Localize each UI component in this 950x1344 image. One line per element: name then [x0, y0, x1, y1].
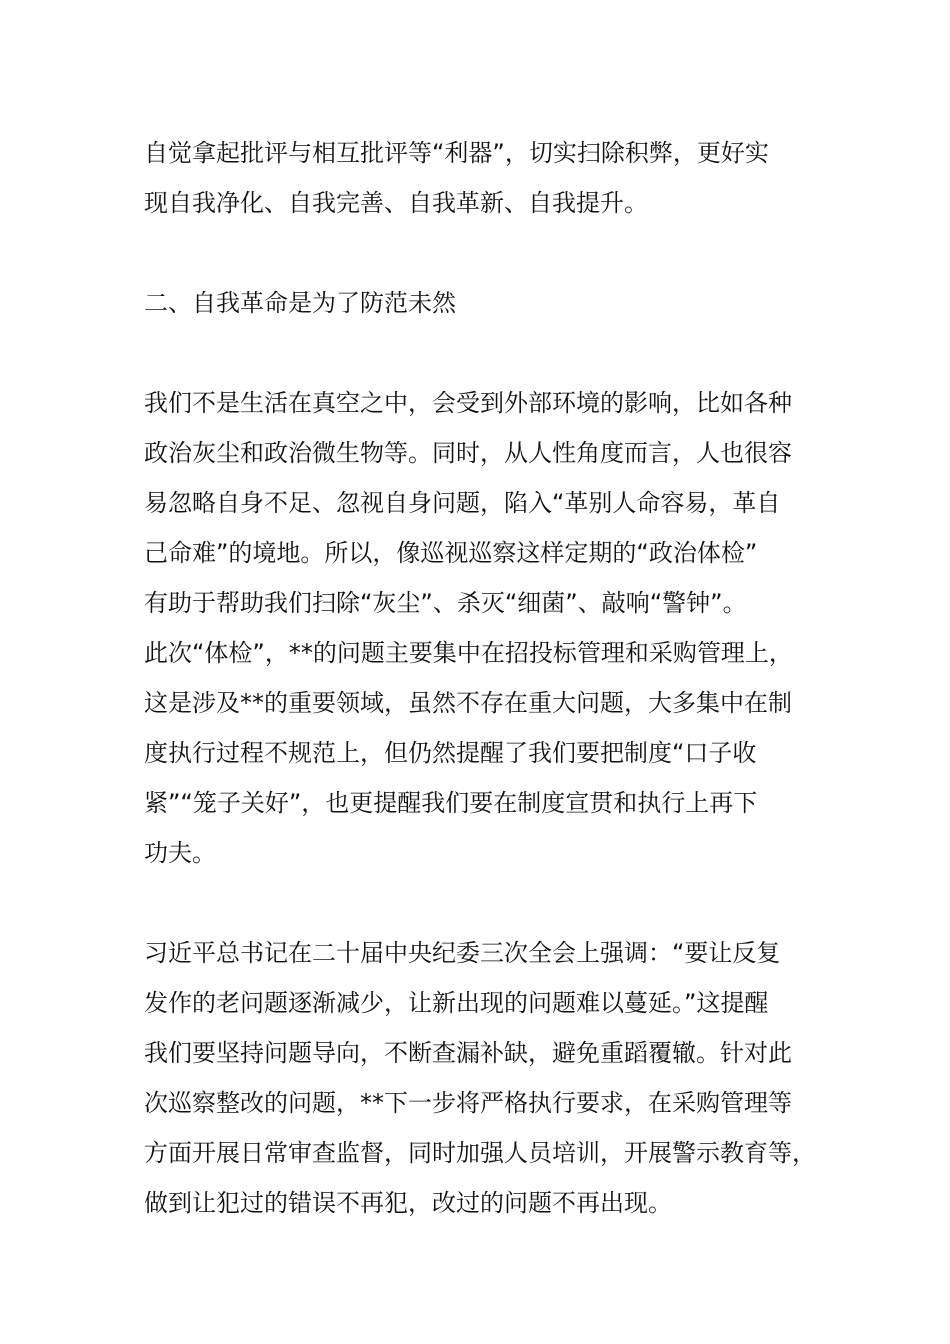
text-line: 方面开展日常审查监督，同时加强人员培训，开展警示教育等，: [144, 1139, 816, 1167]
text-line: 习近平总书记在二十届中央纪委三次全会上强调：“要让反复: [144, 939, 781, 967]
text-line: 这是涉及**的重要领域，虽然不存在重大问题，大多集中在制: [144, 689, 792, 717]
text-line: 我们不是生活在真空之中，会受到外部环境的影响，比如各种: [144, 389, 792, 417]
document-page: [144, 128, 824, 1228]
text-line: 自觉拿起批评与相互批评等“利器”，切实扫除积弊，更好实: [144, 139, 769, 167]
text-line: 度执行过程不规范上，但仍然提醒了我们要把制度“口子收: [144, 739, 757, 767]
section-heading: 二、自我革命是为了防范未然: [144, 289, 456, 317]
paragraph-gap: [144, 228, 824, 278]
text-line: 此次“体检”，**的问题主要集中在招投标管理和采购管理上，: [144, 639, 793, 667]
text-line: 政治灰尘和政治微生物等。同时，从人性角度而言，人也很容: [144, 439, 792, 467]
text-line: 易忽略自身不足、忽视自身问题，陷入“革别人命容易，革自: [144, 489, 781, 517]
text-line: 现自我净化、自我完善、自我革新、自我提升。: [144, 189, 648, 217]
paragraph-gap: [144, 878, 824, 928]
paragraph-gap: [144, 328, 824, 378]
paragraph-2: [144, 378, 824, 878]
paragraph-3: [144, 928, 824, 1228]
text-line: 紧”“笼子关好”，也更提醒我们要在制度宣贯和执行上再下: [144, 789, 758, 817]
paragraph-1: [144, 128, 824, 228]
text-line: 发作的老问题逐渐减少，让新出现的问题难以蔓延。”这提醒: [144, 989, 769, 1017]
text-line: 有助于帮助我们扫除“灰尘”、杀灭“细菌”、敲响“警钟”。: [144, 589, 747, 617]
text-line: 次巡察整改的问题，**下一步将严格执行要求，在采购管理等: [144, 1089, 792, 1117]
text-line: 做到让犯过的错误不再犯，改过的问题不再出现。: [144, 1189, 672, 1217]
text-line: 己命难”的境地。所以，像巡视巡察这样定期的“政治体检”: [144, 539, 758, 567]
text-line: 功夫。: [144, 839, 216, 867]
text-line: 我们要坚持问题导向，不断查漏补缺，避免重蹈覆辙。针对此: [144, 1039, 792, 1067]
